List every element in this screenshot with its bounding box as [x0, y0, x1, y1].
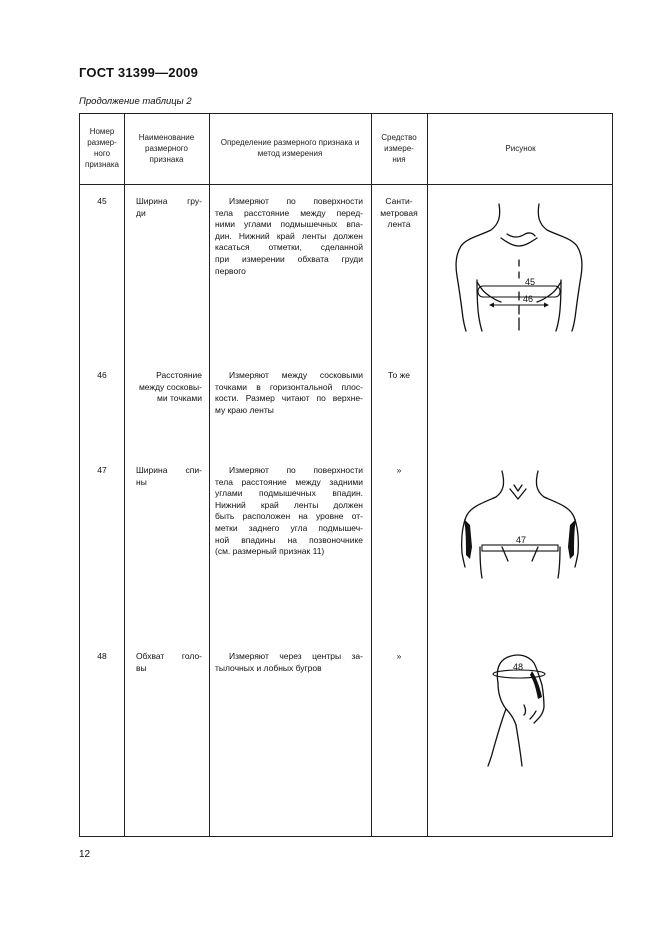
document-title: ГОСТ 31399—2009	[79, 65, 198, 80]
header-figure: Рисунок	[505, 144, 536, 153]
chest-width-figure	[455, 202, 583, 332]
row-46-tool: То же	[387, 370, 411, 380]
row-47-tool: »	[396, 465, 402, 475]
row-47-name: Ширина спи- ны	[136, 465, 202, 487]
column-divider	[427, 114, 428, 836]
row-46-definition: Измеряют между сосковыми точками в горизонтальной плос- кости. Размер читают по верхне- му краю ленты	[215, 370, 363, 415]
header-tool: Средство измере- ния	[381, 133, 417, 164]
measurement-table	[79, 113, 613, 837]
header-name: Наименование размерного признака	[138, 133, 195, 164]
row-45-name: Ширина гру- ди	[136, 196, 202, 218]
row-46-name: Расстояние между сосковы- ми точками	[138, 370, 202, 404]
column-divider	[371, 114, 372, 836]
row-47-definition: Измеряют по поверхности тела расстояние между задними углами подмышечных впадин. Нижний край ленты должен быть расположен на уровне от- метки заднего угла подмышеч- ной впадины на позвоночнике (см. размерный признак 11)	[215, 465, 363, 557]
row-45-tool: Санти- метровая лента	[380, 196, 418, 230]
figure-label-47: 47	[516, 535, 527, 545]
header-definition: Определение размерного признака и метод измерения	[220, 138, 360, 158]
column-divider	[124, 114, 125, 836]
row-48-name: Обхват голо- вы	[136, 651, 202, 673]
row-46-number: 46	[97, 370, 107, 380]
column-divider	[209, 114, 210, 836]
head-circumference-figure	[480, 649, 552, 767]
row-45-definition: Измеряют по поверхности тела расстояние между перед- ними углами подмышечных впа- дин. Нижний край ленты должен касаться отметки, сделанной при измерении обхвата груди первого	[215, 196, 363, 276]
back-width-figure	[458, 469, 582, 579]
figure-label-46: 46	[523, 294, 534, 304]
table-continuation-note: Продолжение таблицы 2	[79, 96, 192, 107]
row-47-number: 47	[97, 465, 107, 475]
header-number: Номер размер- ного признака	[85, 127, 119, 169]
figure-label-45: 45	[525, 277, 536, 287]
header-divider	[80, 184, 612, 185]
page-number: 12	[79, 849, 91, 860]
row-48-definition: Измеряют через центры за- тылочных и лобных бугров	[215, 651, 363, 673]
row-48-tool: »	[396, 651, 402, 661]
figure-label-48: 48	[513, 662, 524, 672]
row-48-number: 48	[97, 651, 107, 661]
row-45-number: 45	[97, 196, 107, 206]
